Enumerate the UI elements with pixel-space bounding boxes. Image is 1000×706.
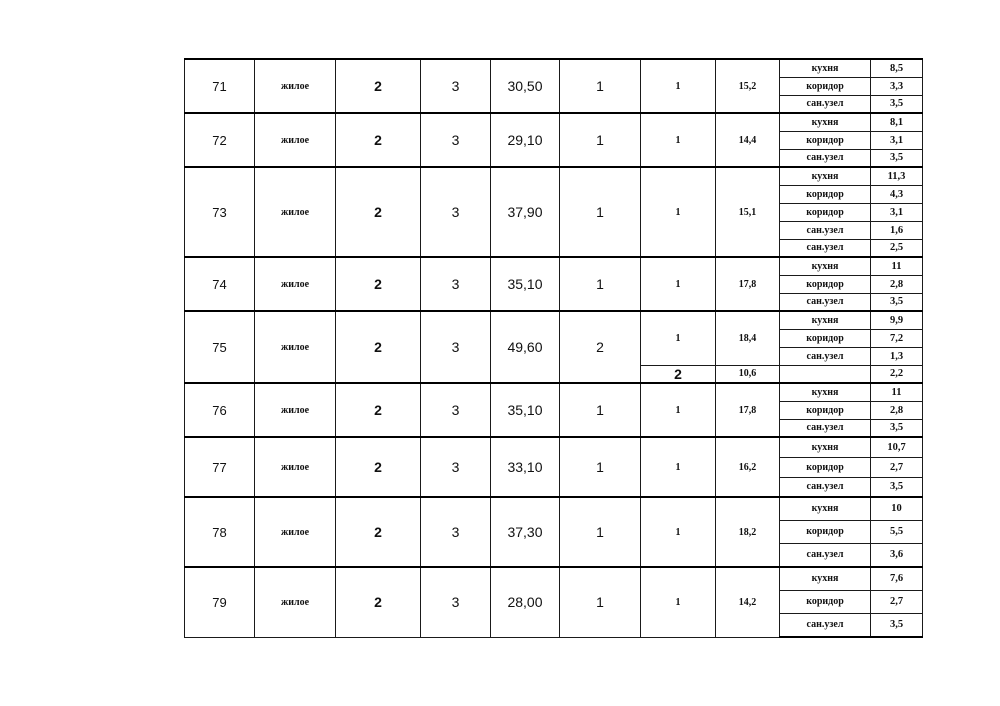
section-value: 3 [421, 167, 491, 257]
aux-room-area: 2,2 [871, 365, 923, 383]
living-room-number: 2 [641, 365, 716, 383]
apartment-number: 71 [185, 59, 255, 113]
table-row [185, 311, 923, 329]
aux-room-area: 2,5 [871, 239, 923, 257]
aux-room-area: 8,5 [871, 59, 923, 77]
aux-room-area: 3,5 [871, 419, 923, 437]
aux-room-name: сан.узел [780, 613, 871, 637]
total-area: 29,10 [491, 113, 560, 167]
floor-value: 2 [336, 59, 421, 113]
aux-room-area: 5,5 [871, 520, 923, 543]
living-room-area: 15,1 [716, 167, 780, 257]
room-count: 1 [560, 437, 641, 497]
table-row [185, 437, 923, 457]
aux-room-area: 11 [871, 383, 923, 401]
premises-type: жилое [255, 437, 336, 497]
aux-room-area: 10,7 [871, 437, 923, 457]
aux-room-area: 1,3 [871, 347, 923, 365]
aux-room-area: 2,7 [871, 457, 923, 477]
living-room-number: 1 [641, 113, 716, 167]
floor-value: 2 [336, 257, 421, 311]
section-value: 3 [421, 113, 491, 167]
aux-room-name: кухня [780, 59, 871, 77]
apartment-number: 78 [185, 497, 255, 567]
aux-room-area: 7,6 [871, 567, 923, 590]
aux-room-area: 3,5 [871, 477, 923, 497]
aux-room-name: кухня [780, 257, 871, 275]
aux-room-name: кухня [780, 567, 871, 590]
aux-room-area: 2,8 [871, 275, 923, 293]
living-room-area: 14,2 [716, 567, 780, 637]
aux-room-name: сан.узел [780, 419, 871, 437]
apartment-number: 76 [185, 383, 255, 437]
living-room-number: 1 [641, 257, 716, 311]
apartment-table-body [185, 59, 923, 637]
aux-room-name: коридор [780, 275, 871, 293]
aux-room-area: 7,2 [871, 329, 923, 347]
apartment-table [184, 58, 923, 638]
room-count: 1 [560, 113, 641, 167]
living-room-number: 1 [641, 167, 716, 257]
aux-room-name: коридор [780, 329, 871, 347]
aux-room-name: коридор [780, 77, 871, 95]
total-area: 28,00 [491, 567, 560, 637]
floor-value: 2 [336, 497, 421, 567]
aux-room-name: коридор [780, 457, 871, 477]
apartment-number: 74 [185, 257, 255, 311]
aux-room-name: кухня [780, 311, 871, 329]
room-count: 1 [560, 167, 641, 257]
premises-type: жилое [255, 113, 336, 167]
aux-room-area: 4,3 [871, 185, 923, 203]
section-value: 3 [421, 59, 491, 113]
aux-room-name: коридор [780, 185, 871, 203]
floor-value: 2 [336, 113, 421, 167]
apartment-number: 77 [185, 437, 255, 497]
table-row [185, 59, 923, 77]
aux-room-name: сан.узел [780, 347, 871, 365]
aux-room-name: сан.узел [780, 477, 871, 497]
room-count: 1 [560, 59, 641, 113]
aux-room-name: коридор [780, 590, 871, 613]
section-value: 3 [421, 311, 491, 383]
aux-room-name: кухня [780, 167, 871, 185]
total-area: 49,60 [491, 311, 560, 383]
aux-room-area: 3,3 [871, 77, 923, 95]
aux-room-area: 8,1 [871, 113, 923, 131]
aux-room-area: 3,6 [871, 543, 923, 567]
living-room-number: 1 [641, 567, 716, 637]
living-room-number: 1 [641, 311, 716, 365]
premises-type: жилое [255, 257, 336, 311]
room-count: 1 [560, 383, 641, 437]
total-area: 30,50 [491, 59, 560, 113]
aux-room-name: сан.узел [780, 95, 871, 113]
aux-room-name: сан.узел [780, 293, 871, 311]
aux-room-area: 3,5 [871, 293, 923, 311]
premises-type: жилое [255, 497, 336, 567]
aux-room-area: 9,9 [871, 311, 923, 329]
floor-value: 2 [336, 311, 421, 383]
aux-room-name [780, 365, 871, 383]
total-area: 35,10 [491, 383, 560, 437]
aux-room-name: коридор [780, 131, 871, 149]
living-room-number: 1 [641, 437, 716, 497]
aux-room-area: 2,7 [871, 590, 923, 613]
apartment-number: 73 [185, 167, 255, 257]
living-room-area: 16,2 [716, 437, 780, 497]
section-value: 3 [421, 383, 491, 437]
living-room-area: 18,4 [716, 311, 780, 365]
aux-room-name: коридор [780, 401, 871, 419]
aux-room-area: 1,6 [871, 221, 923, 239]
aux-room-name: кухня [780, 113, 871, 131]
total-area: 37,90 [491, 167, 560, 257]
table-row [185, 383, 923, 401]
aux-room-area: 11 [871, 257, 923, 275]
living-room-area: 15,2 [716, 59, 780, 113]
apartment-number: 75 [185, 311, 255, 383]
living-room-number: 1 [641, 497, 716, 567]
room-count: 1 [560, 257, 641, 311]
living-room-area: 17,8 [716, 257, 780, 311]
premises-type: жилое [255, 567, 336, 637]
apartment-number: 79 [185, 567, 255, 637]
table-row [185, 167, 923, 185]
table-row [185, 257, 923, 275]
floor-value: 2 [336, 567, 421, 637]
section-value: 3 [421, 497, 491, 567]
table-row [185, 113, 923, 131]
aux-room-name: коридор [780, 520, 871, 543]
aux-room-name: сан.узел [780, 543, 871, 567]
aux-room-area: 10 [871, 497, 923, 520]
aux-room-area: 3,5 [871, 149, 923, 167]
section-value: 3 [421, 257, 491, 311]
living-room-area: 14,4 [716, 113, 780, 167]
floor-value: 2 [336, 383, 421, 437]
apartment-number: 72 [185, 113, 255, 167]
premises-type: жилое [255, 167, 336, 257]
premises-type: жилое [255, 383, 336, 437]
table-row [185, 567, 923, 590]
aux-room-name: кухня [780, 497, 871, 520]
living-room-area: 10,6 [716, 365, 780, 383]
aux-room-area: 3,5 [871, 95, 923, 113]
aux-room-area: 11,3 [871, 167, 923, 185]
room-count: 2 [560, 311, 641, 383]
living-room-number: 1 [641, 59, 716, 113]
aux-room-area: 3,1 [871, 203, 923, 221]
total-area: 37,30 [491, 497, 560, 567]
aux-room-name: кухня [780, 437, 871, 457]
floor-value: 2 [336, 437, 421, 497]
aux-room-area: 3,1 [871, 131, 923, 149]
aux-room-name: сан.узел [780, 239, 871, 257]
aux-room-area: 2,8 [871, 401, 923, 419]
premises-type: жилое [255, 59, 336, 113]
living-room-area: 18,2 [716, 497, 780, 567]
total-area: 33,10 [491, 437, 560, 497]
aux-room-name: сан.узел [780, 221, 871, 239]
section-value: 3 [421, 437, 491, 497]
living-room-number: 1 [641, 383, 716, 437]
aux-room-area: 3,5 [871, 613, 923, 637]
room-count: 1 [560, 497, 641, 567]
table-row [185, 497, 923, 520]
floor-value: 2 [336, 167, 421, 257]
aux-room-name: коридор [780, 203, 871, 221]
premises-type: жилое [255, 311, 336, 383]
aux-room-name: сан.узел [780, 149, 871, 167]
living-room-area: 17,8 [716, 383, 780, 437]
room-count: 1 [560, 567, 641, 637]
total-area: 35,10 [491, 257, 560, 311]
aux-room-name: кухня [780, 383, 871, 401]
section-value: 3 [421, 567, 491, 637]
